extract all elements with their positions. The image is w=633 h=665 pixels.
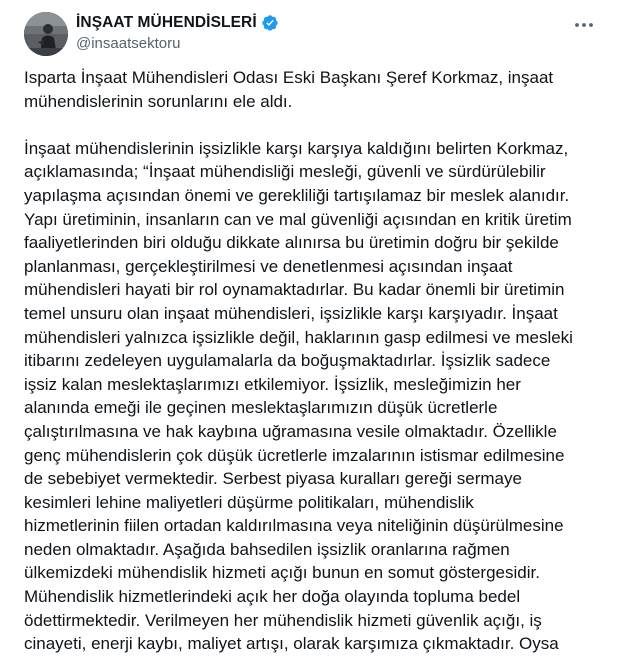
display-name-row[interactable] (76, 12, 279, 34)
text-line: kesimleri lehine maliyetleri düşürme politikaları, mühendislik (24, 492, 474, 512)
text-line: ülkemizdeki mühendislik hizmeti açığı bunun en somut göstergesidir. (24, 563, 540, 583)
tweet-header (24, 12, 617, 56)
text-line: itibarını zedeleyen uygulamalarla da boğuşmaktadırlar. İşsizlik sadece (24, 351, 551, 371)
text-line: Mühendislik hizmetlerindeki açık her doğa olayında topluma bedel (24, 587, 521, 607)
tweet-intro-paragraph (24, 66, 614, 113)
text-line: temel unsuru olan inşaat mühendisleri, işsizlikle karşı karşıyadır. İnşaat (24, 303, 558, 323)
tweet-text (24, 66, 614, 656)
text-line: neden olmaktadır. Aşağıda bahsedilen işsizlik oranlarına rağmen (24, 539, 510, 559)
text-line: Yapı üretiminin, insanların can ve mal güvenliği açısından en kritik üretim (24, 209, 572, 229)
text-line: ödettirmektedir. Verilmeyen her mühendislik hizmeti güvenlik açığı, iş (24, 610, 542, 630)
paragraph-gap (24, 113, 614, 137)
text-line: mühendisleri yalnızca işsizlikle değil, haklarının gasp edilmesi ve mesleki (24, 327, 573, 347)
text-line: mühendislerinin sorunlarını ele aldı. (24, 91, 293, 111)
avatar[interactable] (24, 12, 68, 56)
text-line: yapılaşma açısından önemi ve gerekliliği tartışılamaz bir meslek alanıdır. (24, 185, 570, 205)
tweet-body-paragraph (24, 137, 614, 656)
text-line: faaliyetlerinden biri olduğu dikkate alınırsa bu üretimin doğru bir şekilde (24, 233, 559, 253)
text-line: mühendisleri hayati bir rol oynamaktadırlar. Bu kadar önemli bir üretimin (24, 280, 565, 300)
text-line: alanında emeği ile geçinen meslektaşlarımızın düşük ücretlerle (24, 398, 498, 418)
text-line: Isparta İnşaat Mühendisleri Odası Eski Başkanı Şeref Korkmaz, inşaat (24, 68, 554, 87)
text-line: işsiz kalan meslektaşlarımızı etkilemiyor. İşsizlik, mesleğimizin her (24, 374, 521, 394)
display-name[interactable]: İNŞAAT MÜHENDİSLERİ (76, 14, 257, 31)
text-line: açıklamasında; “İnşaat mühendisliği mesleği, güvenli ve sürdürülebilir (24, 162, 546, 182)
text-line: genç mühendislerin çok düşük ücretlerle imzalarının istismar edilmesine (24, 445, 565, 465)
text-line: hizmetlerinin fiilen ortadan kaldırılmasına veya niteliğinin düşürülmesine (24, 516, 564, 536)
avatar-image (24, 12, 68, 56)
more-options-button[interactable] (569, 14, 599, 36)
account-handle[interactable]: @insaatsektoru (76, 35, 181, 52)
account-names (76, 12, 279, 52)
text-line: İnşaat mühendislerinin işsizlikle karşı karşıya kaldığını belirten Korkmaz, (24, 138, 569, 158)
text-line: de sebebiyet vermektedir. Serbest piyasa kuralları gereği sermaye (24, 469, 522, 489)
text-line: planlanması, gerçekleştirilmesi ve denetlenmesi açısından inşaat (24, 256, 513, 276)
more-options-icon (574, 22, 594, 28)
text-line: cinayeti, enerji kaybı, maliyet artışı, olarak karşımıza çıkmaktadır. Oysa (24, 634, 559, 654)
text-line: çalıştırılmasına ve hak kaybına uğramasına vesile olmaktadır. Özellikle (24, 421, 557, 441)
verified-badge-icon (261, 14, 279, 32)
